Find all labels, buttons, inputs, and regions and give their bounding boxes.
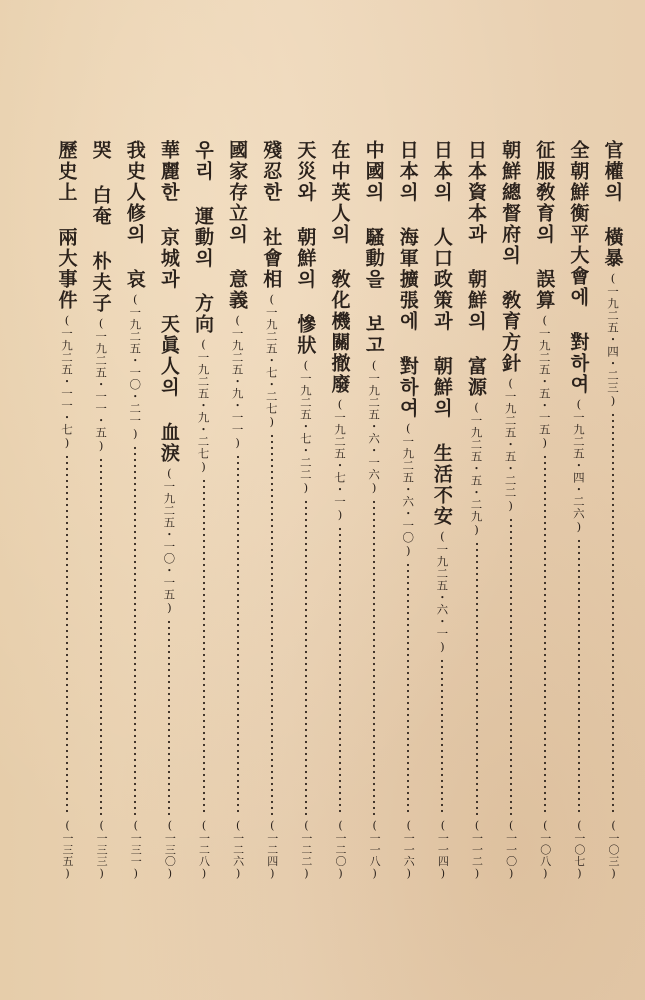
entry-title: 日本資本과 朝鮮의 富源 xyxy=(465,140,487,398)
entry-page-number: (一一四) xyxy=(436,818,450,880)
toc-entry[interactable] xyxy=(84,140,118,880)
dot-leader xyxy=(373,499,375,815)
toc-entry[interactable] xyxy=(221,140,255,880)
entry-title: 我史人修의 哀 xyxy=(123,140,146,290)
dot-leader xyxy=(476,541,478,815)
entry-title: 日本의 人口政策과 朝鮮의 生活不安 xyxy=(430,140,453,527)
entry-page-number: (一〇八) xyxy=(538,818,552,880)
entry-page-number: (一三一) xyxy=(129,818,143,880)
toc-entry[interactable] xyxy=(255,140,289,880)
entry-page-number: (一一六) xyxy=(402,818,416,880)
entry-page-number: (一一二) xyxy=(470,818,484,880)
entry-title: 官權의 橫暴 xyxy=(601,140,624,269)
entry-page-number: (一三五) xyxy=(61,818,74,880)
toc-entry[interactable] xyxy=(494,140,528,880)
entry-title: 哭 白奄 朴夫子 xyxy=(89,140,112,314)
dot-leader xyxy=(100,457,102,815)
entry-page-number: (一二六) xyxy=(231,818,245,880)
entry-page-number: (一二〇) xyxy=(334,818,347,880)
entry-date: (一九二五・七・二七) xyxy=(264,292,279,429)
toc-entry[interactable] xyxy=(152,140,186,880)
dot-leader xyxy=(168,619,170,815)
table-of-contents xyxy=(50,140,630,880)
entry-date: (一九二五・六・一〇) xyxy=(401,421,416,558)
entry-page-number: (一二二) xyxy=(299,818,313,880)
entry-page-number: (一〇三) xyxy=(607,818,620,880)
entry-page-number: (一一八) xyxy=(368,818,382,880)
toc-entry[interactable] xyxy=(596,140,630,880)
entry-title: 國家存立의 意義 xyxy=(226,140,249,311)
entry-date: (一九二五・七・二二) xyxy=(298,358,313,495)
toc-entry[interactable] xyxy=(460,140,494,880)
entry-date: (一九二五・一〇・二一) xyxy=(128,292,143,441)
entry-page-number: (一三〇) xyxy=(163,818,177,880)
entry-date: (一九二五・四・二三) xyxy=(606,271,620,408)
dot-leader xyxy=(407,562,409,815)
toc-entry[interactable] xyxy=(289,140,323,880)
dot-leader xyxy=(203,478,205,815)
toc-entry[interactable] xyxy=(323,140,357,880)
dot-leader xyxy=(305,499,307,815)
dot-leader xyxy=(441,658,443,815)
entry-date: (一九二五・一一・五) xyxy=(94,316,109,453)
toc-entry[interactable] xyxy=(50,140,84,880)
dot-leader xyxy=(237,454,239,815)
toc-entry[interactable] xyxy=(391,140,425,880)
entry-date: (一九二五・五・二二) xyxy=(503,376,518,513)
entry-page-number: (一一〇) xyxy=(504,818,518,880)
toc-entry[interactable] xyxy=(528,140,562,880)
dot-leader xyxy=(66,454,68,815)
toc-entry[interactable] xyxy=(562,140,596,880)
entry-date: (一九二五・六・一) xyxy=(435,529,450,654)
entry-title: 在中英人의 敎化機關撤廢 xyxy=(328,140,351,395)
dot-leader xyxy=(612,412,614,815)
entry-page-number: (一〇七) xyxy=(572,818,586,880)
dot-leader xyxy=(134,445,136,815)
entry-title: 中國의 騷動을 보고 xyxy=(362,140,385,356)
entry-date: (一九二五・六・一六) xyxy=(367,358,382,495)
entry-date: (一九二五・七・一) xyxy=(333,397,347,522)
entry-title: 우리 運動의 方向 xyxy=(192,140,214,335)
dot-leader xyxy=(544,454,546,815)
entry-date: (一九二五・四・二六) xyxy=(571,397,586,534)
entry-title: 征服敎育의 誤算 xyxy=(533,140,556,311)
toc-entry[interactable] xyxy=(118,140,152,880)
entry-date: (一九二五・九・二七) xyxy=(196,337,211,474)
entry-title: 殘忍한 社會相 xyxy=(260,140,283,290)
toc-entry[interactable] xyxy=(425,140,459,880)
entry-page-number: (一二八) xyxy=(197,818,211,880)
entry-page-number: (一二四) xyxy=(265,818,279,880)
entry-title: 日本의 海軍擴張에 對하여 xyxy=(396,140,419,419)
dot-leader xyxy=(578,538,580,815)
entry-date: (一九二五・五・二九) xyxy=(469,400,484,537)
entry-date: (一九二五・一一・七) xyxy=(60,313,74,450)
entry-title: 華麗한 京城과 天眞人의 血淚 xyxy=(157,140,180,464)
dot-leader xyxy=(339,526,341,815)
entry-title: 朝鮮總督府의 敎育方針 xyxy=(499,140,522,374)
entry-date: (一九二五・五・一五) xyxy=(537,313,552,450)
entry-date: (一九二五・九・一一) xyxy=(230,313,245,450)
dot-leader xyxy=(510,517,512,815)
toc-entry[interactable] xyxy=(357,140,391,880)
entry-title: 天災와 朝鮮의 慘狀 xyxy=(294,140,317,356)
entry-title: 歷史上 兩大事件 xyxy=(55,140,78,311)
entry-title: 全朝鮮衡平大會에 對하여 xyxy=(567,140,590,395)
entry-page-number: (一三三) xyxy=(95,818,109,880)
toc-entry[interactable] xyxy=(187,140,221,880)
dot-leader xyxy=(271,433,273,815)
entry-date: (一九二五・一〇・一五) xyxy=(162,466,177,615)
